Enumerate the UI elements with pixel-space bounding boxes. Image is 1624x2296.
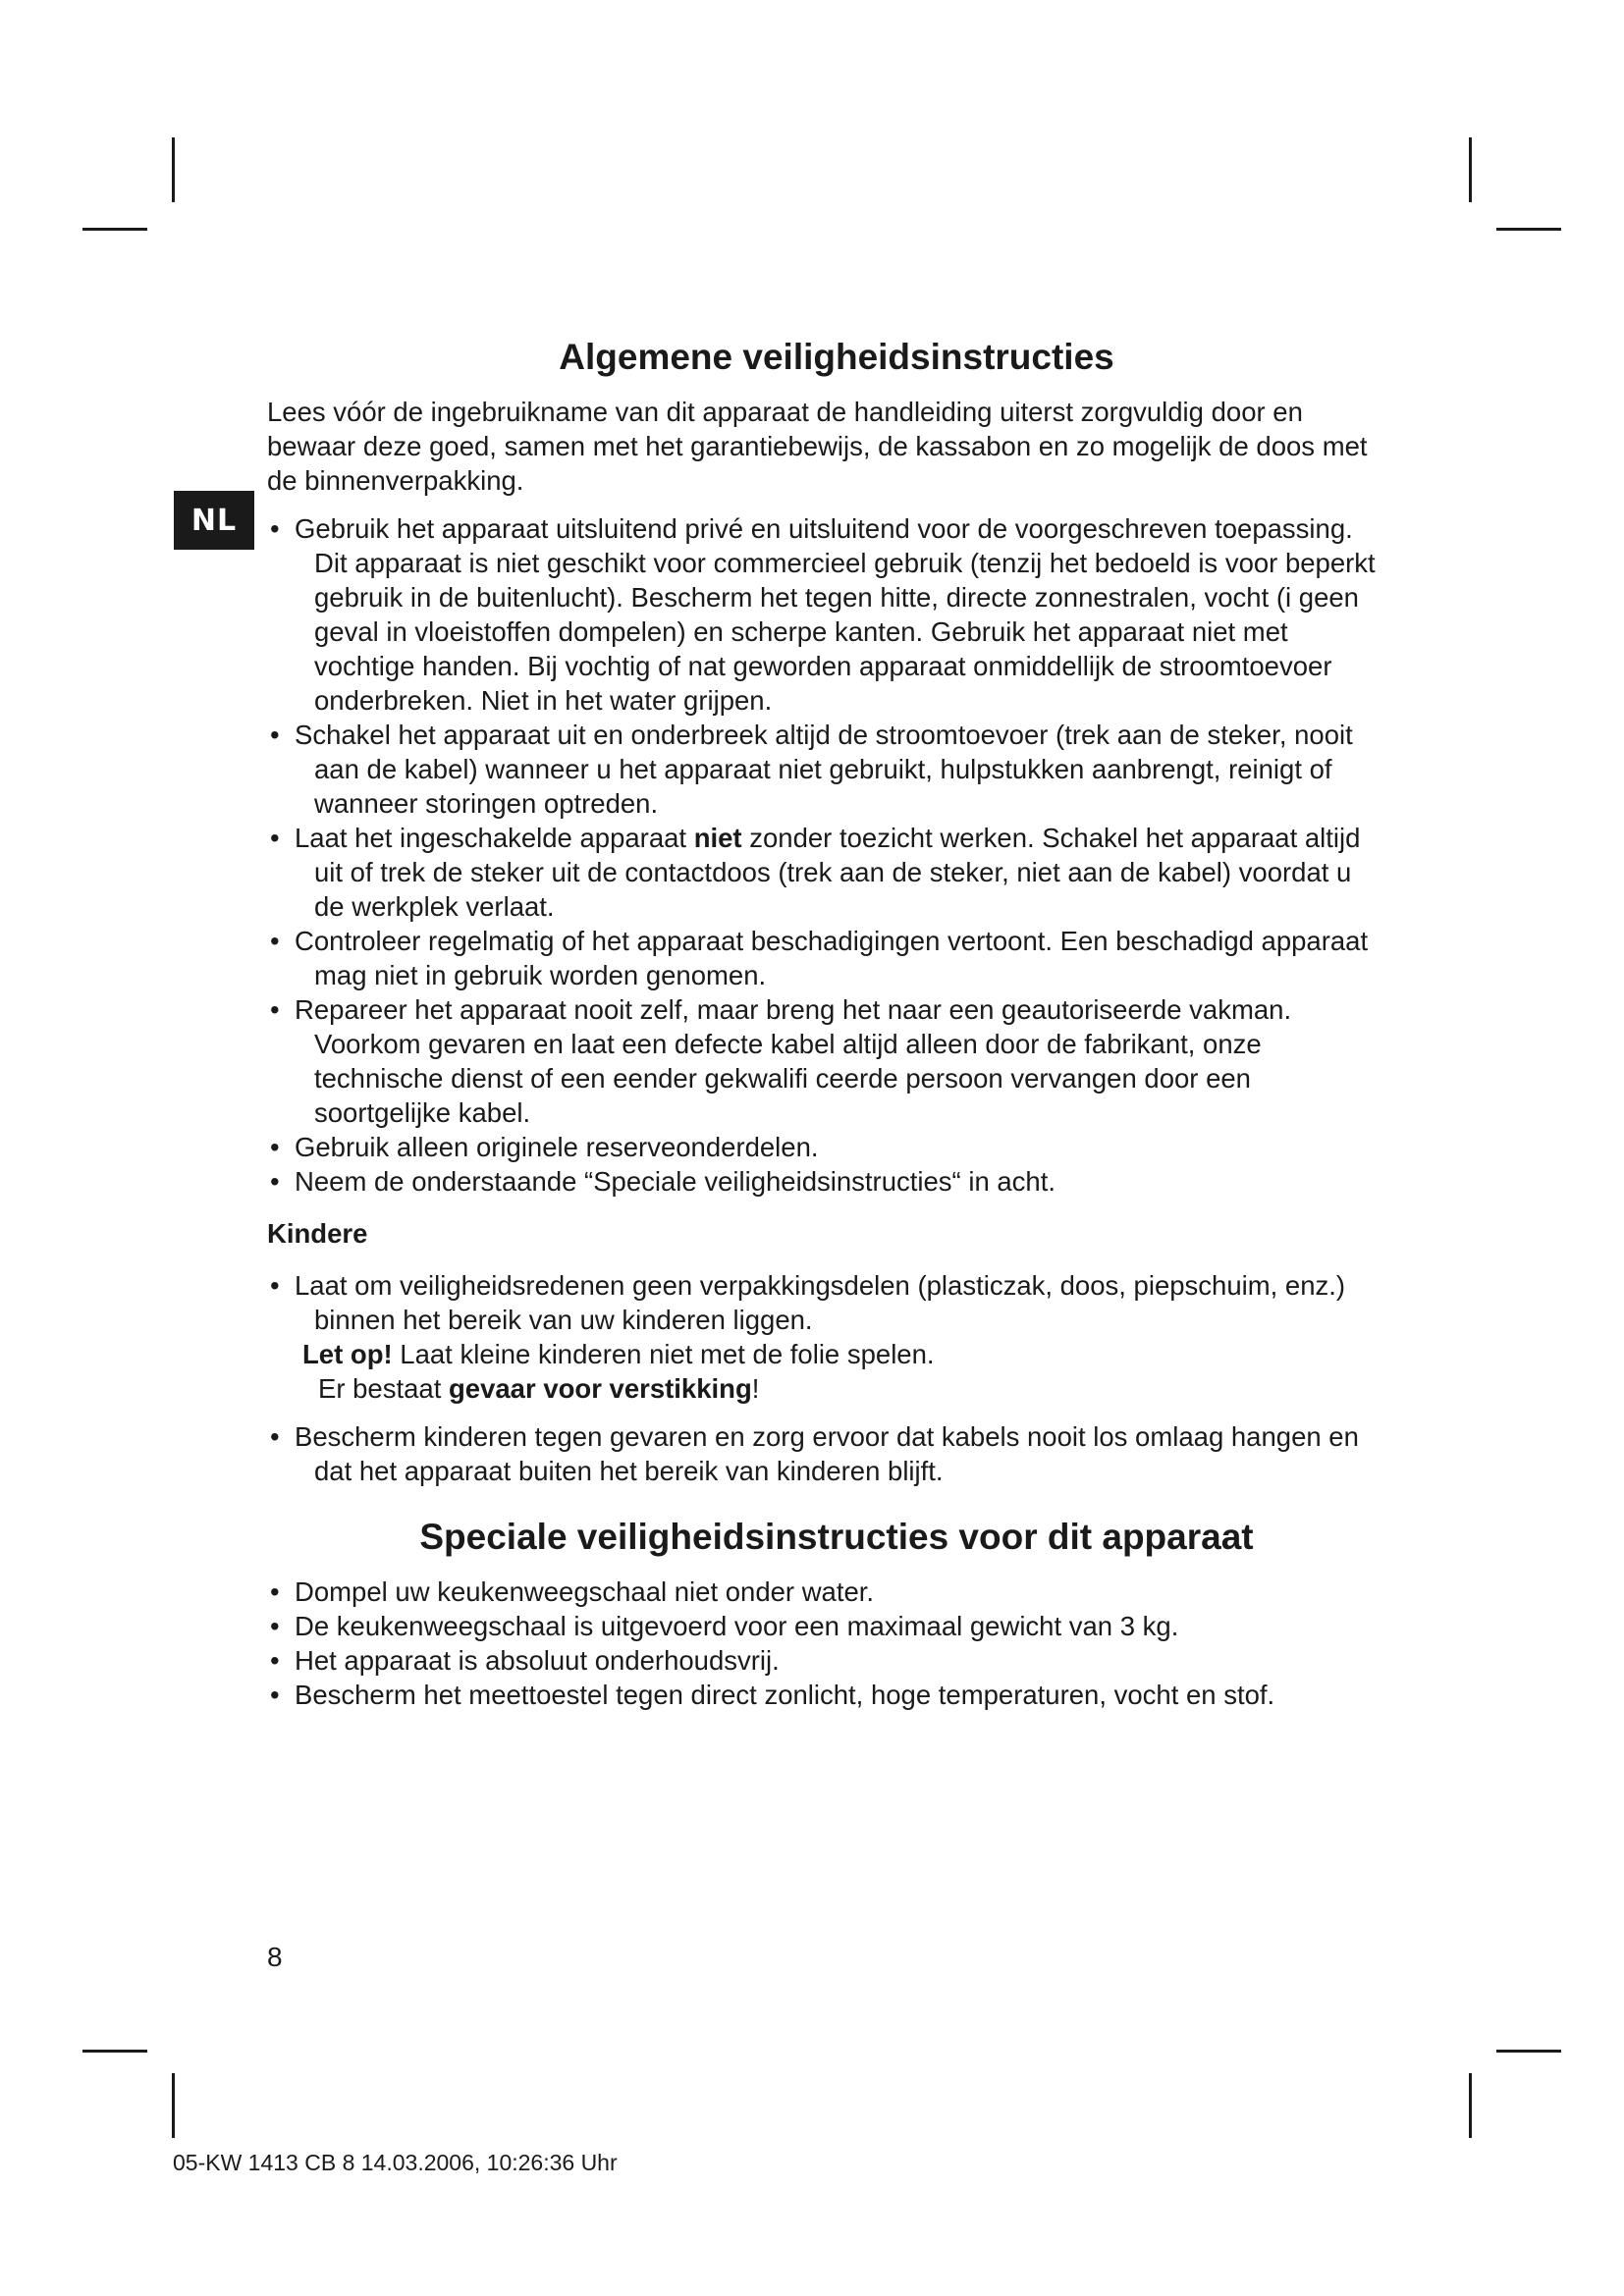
special-safety-list (267, 1575, 1386, 1712)
warning-emphasis: gevaar voor verstikking (449, 1373, 752, 1404)
crop-mark-bottom-left-vertical (172, 2073, 175, 2138)
list-item: • Schakel het apparaat uit en onderbreek altijd de stroomtoevoer (trek aan de steker, nooit aan de kabel) wanneer u het apparaat niet gebruikt, hulpstukken aanbrengt, reinigt of wanneer storingen optreden. (267, 718, 1386, 821)
list-item: • Bescherm kinderen tegen gevaren en zorg ervoor dat kabels nooit los omlaag hangen en dat het apparaat buiten het bereik van kinderen blijft. (267, 1419, 1386, 1488)
intro-paragraph: Lees vóór de ingebruikname van dit apparaat de handleiding uiterst zorgvuldig door en bewaar deze goed, samen met het garantiebewijs, de kassabon en zo mogelijk de doos met de binnenverpakking. (267, 397, 1368, 496)
crop-mark-top-left-horizontal (82, 228, 147, 231)
list-item: • De keukenweegschaal is uitgevoerd voor een maximaal gewicht van 3 kg. (267, 1609, 1386, 1643)
subheading-children: Kindere (267, 1218, 368, 1249)
warning-text: Laat kleine kinderen niet met de folie spelen. (392, 1339, 935, 1369)
list-item: • Gebruik het apparaat uitsluitend privé en uitsluitend voor de voorgeschreven toepassing. Dit apparaat is niet geschikt voor commercieel gebruik (tenzij het bedoeld is voor beperkt gebruik in de buitenlucht). Bescherm het tegen hitte, directe zonnestralen, vocht (i geen geval in vloeistoffen dompelen) en scherpe kanten. Gebruik het apparaat niet met vochtige handen. Bij vochtig of nat geworden apparaat onmiddellijk de stroomtoevoer onderbreken. Niet in het water grijpen. (267, 511, 1386, 718)
warning-line-2 (302, 1371, 1386, 1406)
list-item: • Dompel uw keukenweegschaal niet onder water. (267, 1575, 1386, 1609)
list-item: • Het apparaat is absoluut onderhoudsvrij. (267, 1643, 1386, 1678)
warning-text: Er bestaat (318, 1373, 449, 1404)
list-item: • Gebruik alleen originele reserveonderdelen. (267, 1130, 1386, 1164)
list-item-text: Laat het ingeschakelde apparaat (295, 823, 694, 853)
list-item: • Controleer regelmatig of het apparaat beschadigingen vertoont. Een beschadigd apparaat mag niet in gebruik worden genomen. (267, 924, 1386, 992)
emphasis-text: niet (693, 823, 742, 853)
page-number: 8 (267, 1942, 283, 1972)
warning-label: Let op! (302, 1339, 393, 1369)
document-body (267, 334, 1386, 1712)
section-title-special-safety: Speciale veiligheidsinstructies voor dit apparaat (419, 1517, 1254, 1557)
general-safety-list (267, 511, 1386, 1199)
list-item: • Laat om veiligheidsredenen geen verpakkingsdelen (plasticzak, doos, piepschuim, enz.) binnen het bereik van uw kinderen liggen. (267, 1268, 1386, 1337)
list-item: • Neem de onderstaande “Speciale veiligheidsinstructies“ in acht. (267, 1164, 1386, 1199)
crop-mark-bottom-right-vertical (1469, 2073, 1472, 2138)
print-footer: 05-KW 1413 CB 8 14.03.2006, 10:26:36 Uhr (173, 2150, 618, 2175)
crop-mark-top-right-horizontal (1496, 228, 1561, 231)
list-item (267, 821, 1386, 924)
children-list (267, 1268, 1386, 1337)
crop-mark-top-left-vertical (172, 137, 175, 202)
language-tab: NL (174, 491, 254, 550)
list-item-text: zonder toezicht werken. Schakel het apparaat altijd uit of trek de steker uit de contactdoos (trek aan de steker, niet aan de kabel) voordat u de werkplek verlaat. (314, 823, 1361, 922)
section-title-general-safety: Algemene veiligheidsinstructies (559, 337, 1114, 377)
crop-mark-bottom-right-horizontal (1496, 2050, 1561, 2053)
list-item: • Bescherm het meettoestel tegen direct zonlicht, hoge temperaturen, vocht en stof. (267, 1678, 1386, 1712)
list-item: • Repareer het apparaat nooit zelf, maar breng het naar een geautoriseerde vakman. Voorkom gevaren en laat een defecte kabel altijd alleen door de fabrikant, onze technische dienst of een eender gekwalifi ceerde persoon vervangen door een soortgelijke kabel. (267, 992, 1386, 1130)
children-list-2 (267, 1419, 1386, 1488)
crop-mark-top-right-vertical (1469, 137, 1472, 202)
warning-text: ! (751, 1373, 760, 1404)
crop-mark-bottom-left-horizontal (82, 2050, 147, 2053)
warning-notice (267, 1337, 1386, 1406)
